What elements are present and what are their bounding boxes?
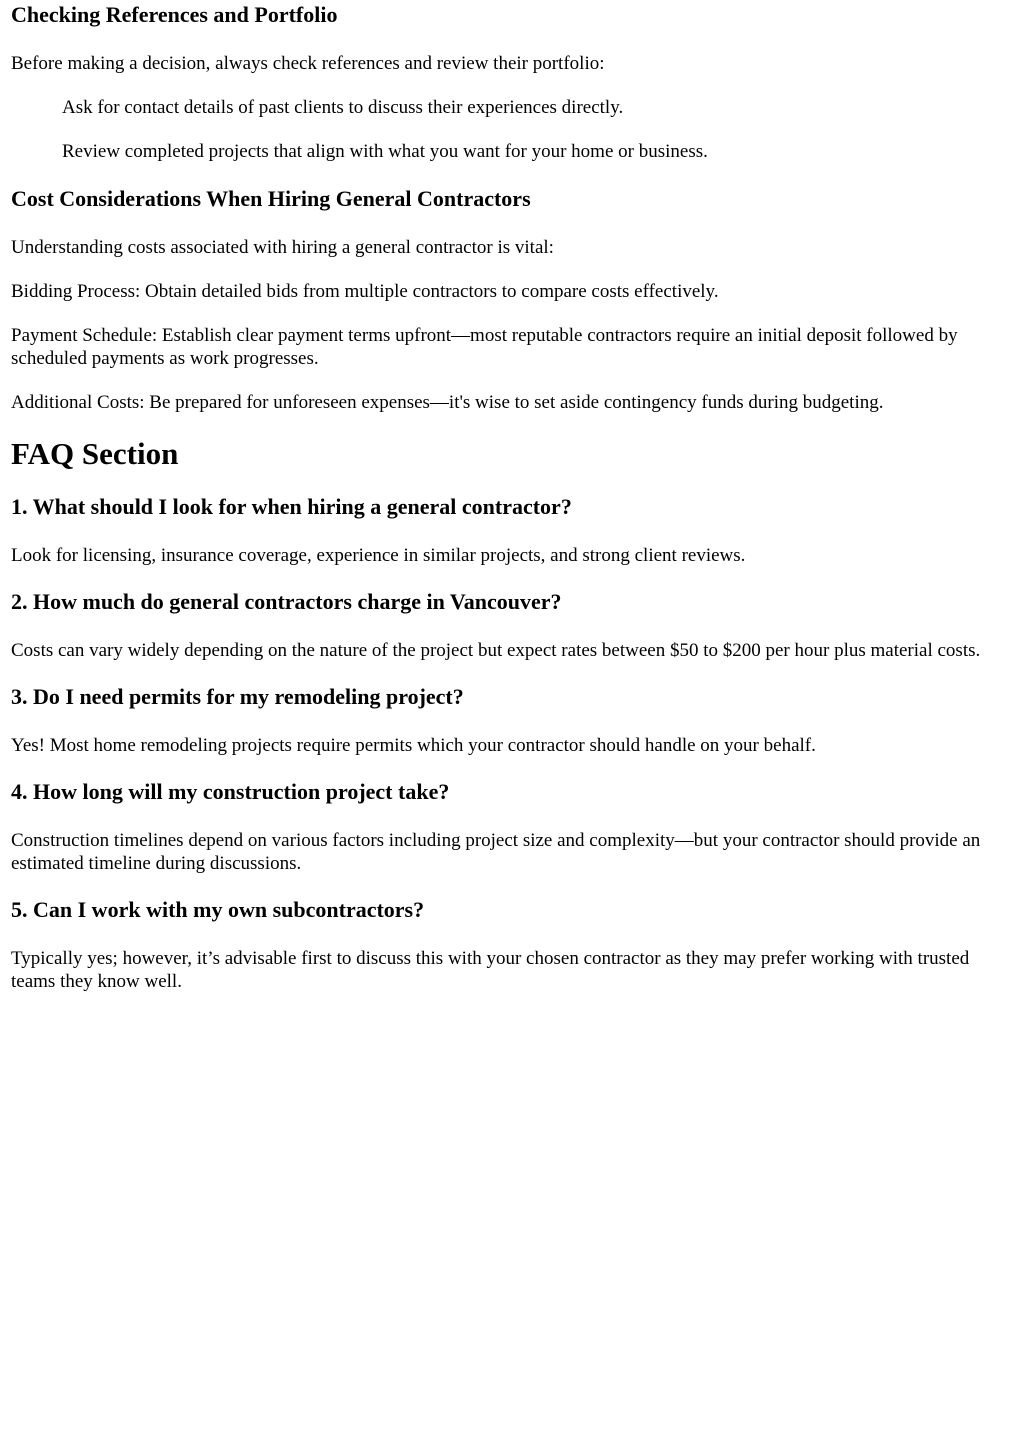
faq-answer: Yes! Most home remodeling projects require permits which your contractor should handle on your behalf. [11, 735, 816, 756]
faq-question: 2. How much do general contractors charge in Vancouver? [11, 589, 562, 614]
costs-item: Payment Schedule: Establish clear payment terms upfront—most reputable contractors require an initial deposit followed by scheduled payments as work progresses. [11, 325, 958, 369]
costs-item: Additional Costs: Be prepared for unforeseen expenses—it's wise to set aside contingency funds during budgeting. [11, 392, 884, 413]
references-heading: Checking References and Portfolio [11, 2, 338, 27]
faq-answer: Typically yes; however, it’s advisable first to discuss this with your chosen contractor as they may prefer working with trusted teams they know well. [11, 948, 970, 992]
faq-question: 4. How long will my construction project take? [11, 779, 450, 804]
faq-question: 3. Do I need permits for my remodeling project? [11, 684, 464, 709]
costs-heading: Cost Considerations When Hiring General Contractors [11, 186, 531, 211]
references-intro: Before making a decision, always check references and review their portfolio: [11, 53, 605, 74]
references-item: Ask for contact details of past clients to discuss their experiences directly. [62, 97, 624, 118]
faq-question: 5. Can I work with my own subcontractors? [11, 897, 425, 922]
faq-question: 1. What should I look for when hiring a general contractor? [11, 494, 572, 519]
faq-answer: Costs can vary widely depending on the nature of the project but expect rates between $50 to $200 per hour plus material costs. [11, 640, 981, 661]
article-body [0, 2, 1024, 993]
faq-answer: Look for licensing, insurance coverage, experience in similar projects, and strong client reviews. [11, 545, 746, 566]
costs-item: Bidding Process: Obtain detailed bids from multiple contractors to compare costs effectively. [11, 281, 719, 302]
costs-intro: Understanding costs associated with hiring a general contractor is vital: [11, 237, 554, 258]
faq-answer: Construction timelines depend on various factors including project size and complexity—but your contractor should provide an estimated timeline during discussions. [11, 830, 981, 874]
faq-heading: FAQ Section [11, 436, 179, 471]
references-item: Review completed projects that align with what you want for your home or business. [62, 141, 708, 162]
